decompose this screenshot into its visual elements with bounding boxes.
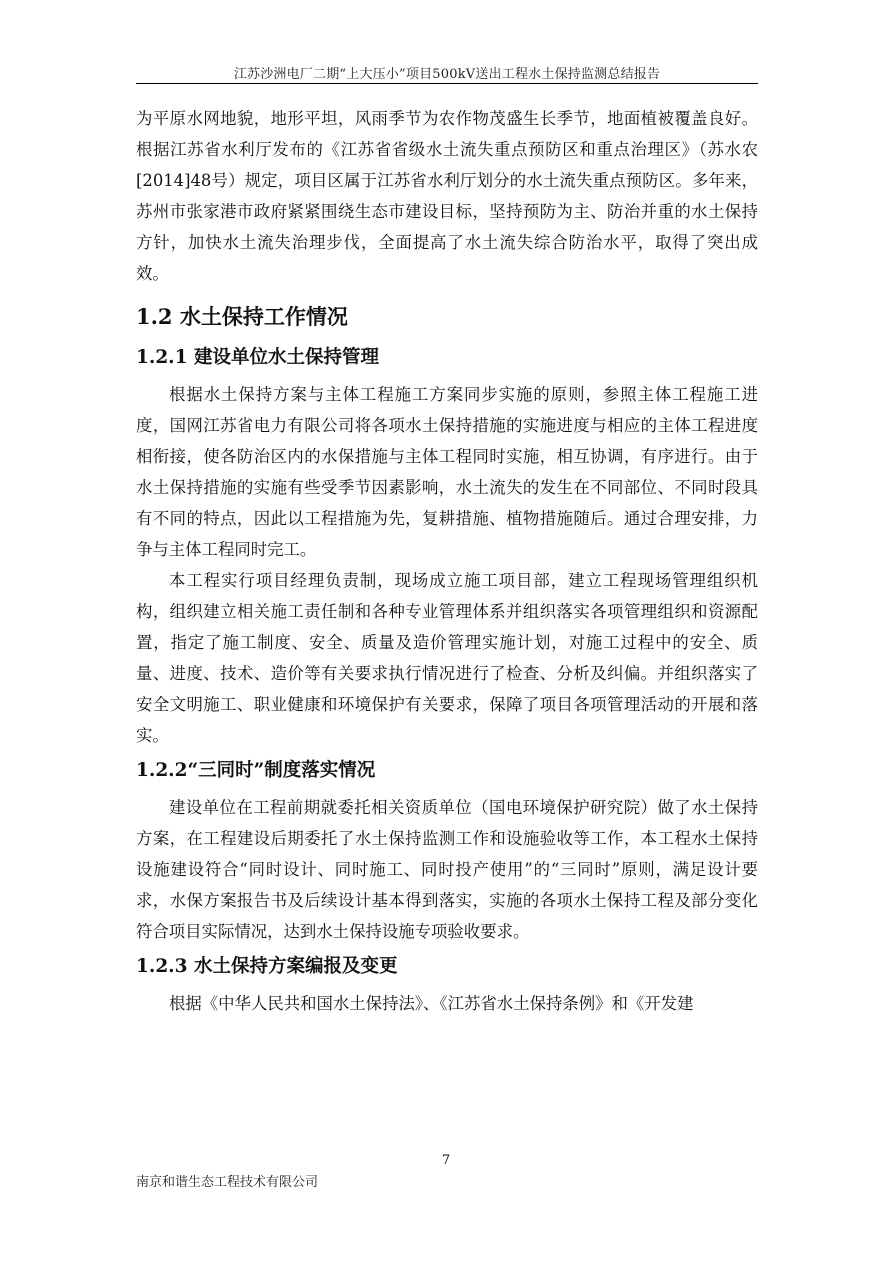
page-body xyxy=(136,103,758,1019)
footer-company: 南京和谐生态工程技术有限公司 xyxy=(136,1175,319,1190)
paragraph-1-2-1-b: 本工程实行项目经理负责制，现场成立施工项目部，建立工程现场管理组织机构，组织建立相关施工责任制和各种专业管理体系并组织落实各项管理组织和资源配置，指定了施工制度、安全、质量及造价管理实施计划，对施工过程中的安全、质量、进度、技术、造价等有关要求执行情况进行了检查、分析及纠偏。并组织落实了安全文明施工、职业健康和环境保护有关要求，保障了项目各项管理活动的开展和落实。 xyxy=(136,571,758,745)
paragraph-1-2-2: 建设单位在工程前期就委托相关资质单位（国电环境保护研究院）做了水土保持方案，在工程建设后期委托了水土保持监测工作和设施验收等工作，本工程水土保持设施建设符合“同时设计、同时施工、同时投产使用”的“三同时”原则，满足设计要求，水保方案报告书及后续设计基本得到落实，实施的各项水土保持工程及部分变化符合项目实际情况，达到水土保持设施专项验收要求。 xyxy=(136,798,758,941)
page-number: 7 xyxy=(441,1153,451,1168)
section-heading-1-2-1: 1.2.1 建设单位水土保持管理 xyxy=(136,347,379,368)
section-heading-1-2-2: 1.2.2“三同时”制度落实情况 xyxy=(136,760,376,781)
paragraph-1-2-3: 根据《中华人民共和国水土保持法》、《江苏省水土保持条例》和《开发建 xyxy=(169,994,694,1013)
section-heading-1-2-3: 1.2.3 水土保持方案编报及变更 xyxy=(136,956,398,977)
running-header: 江苏沙洲电厂二期“上大压小”项目500kV送出工程水土保持监测总结报告 xyxy=(233,67,661,82)
header-divider xyxy=(136,83,758,84)
paragraph-intro: 为平原水网地貌，地形平坦，风雨季节为农作物茂盛生长季节，地面植被覆盖良好。根据江苏省水利厅发布的《江苏省省级水土流失重点预防区和重点治理区》（苏水农[2014]48号）规定，项目区属于江苏省水利厅划分的水土流失重点预防区。多年来，苏州市张家港市政府紧紧围绕生态市建设目标，坚持预防为主、防治并重的水土保持方针，加快水土流失治理步伐，全面提高了水土流失综合防治水平，取得了突出成效。 xyxy=(136,109,758,283)
paragraph-1-2-1-a: 根据水土保持方案与主体工程施工方案同步实施的原则，参照主体工程施工进度，国网江苏省电力有限公司将各项水土保持措施的实施进度与相应的主体工程进度相衔接，使各防治区内的水保措施与主体工程同时实施，相互协调，有序进行。由于水土保持措施的实施有些受季节因素影响，水土流失的发生在不同部位、不同时段具有不同的特点，因此以工程措施为先，复耕措施、植物措施随后。通过合理安排，力争与主体工程同时完工。 xyxy=(136,385,758,559)
section-heading-1-2: 1.2 水土保持工作情况 xyxy=(136,304,348,329)
